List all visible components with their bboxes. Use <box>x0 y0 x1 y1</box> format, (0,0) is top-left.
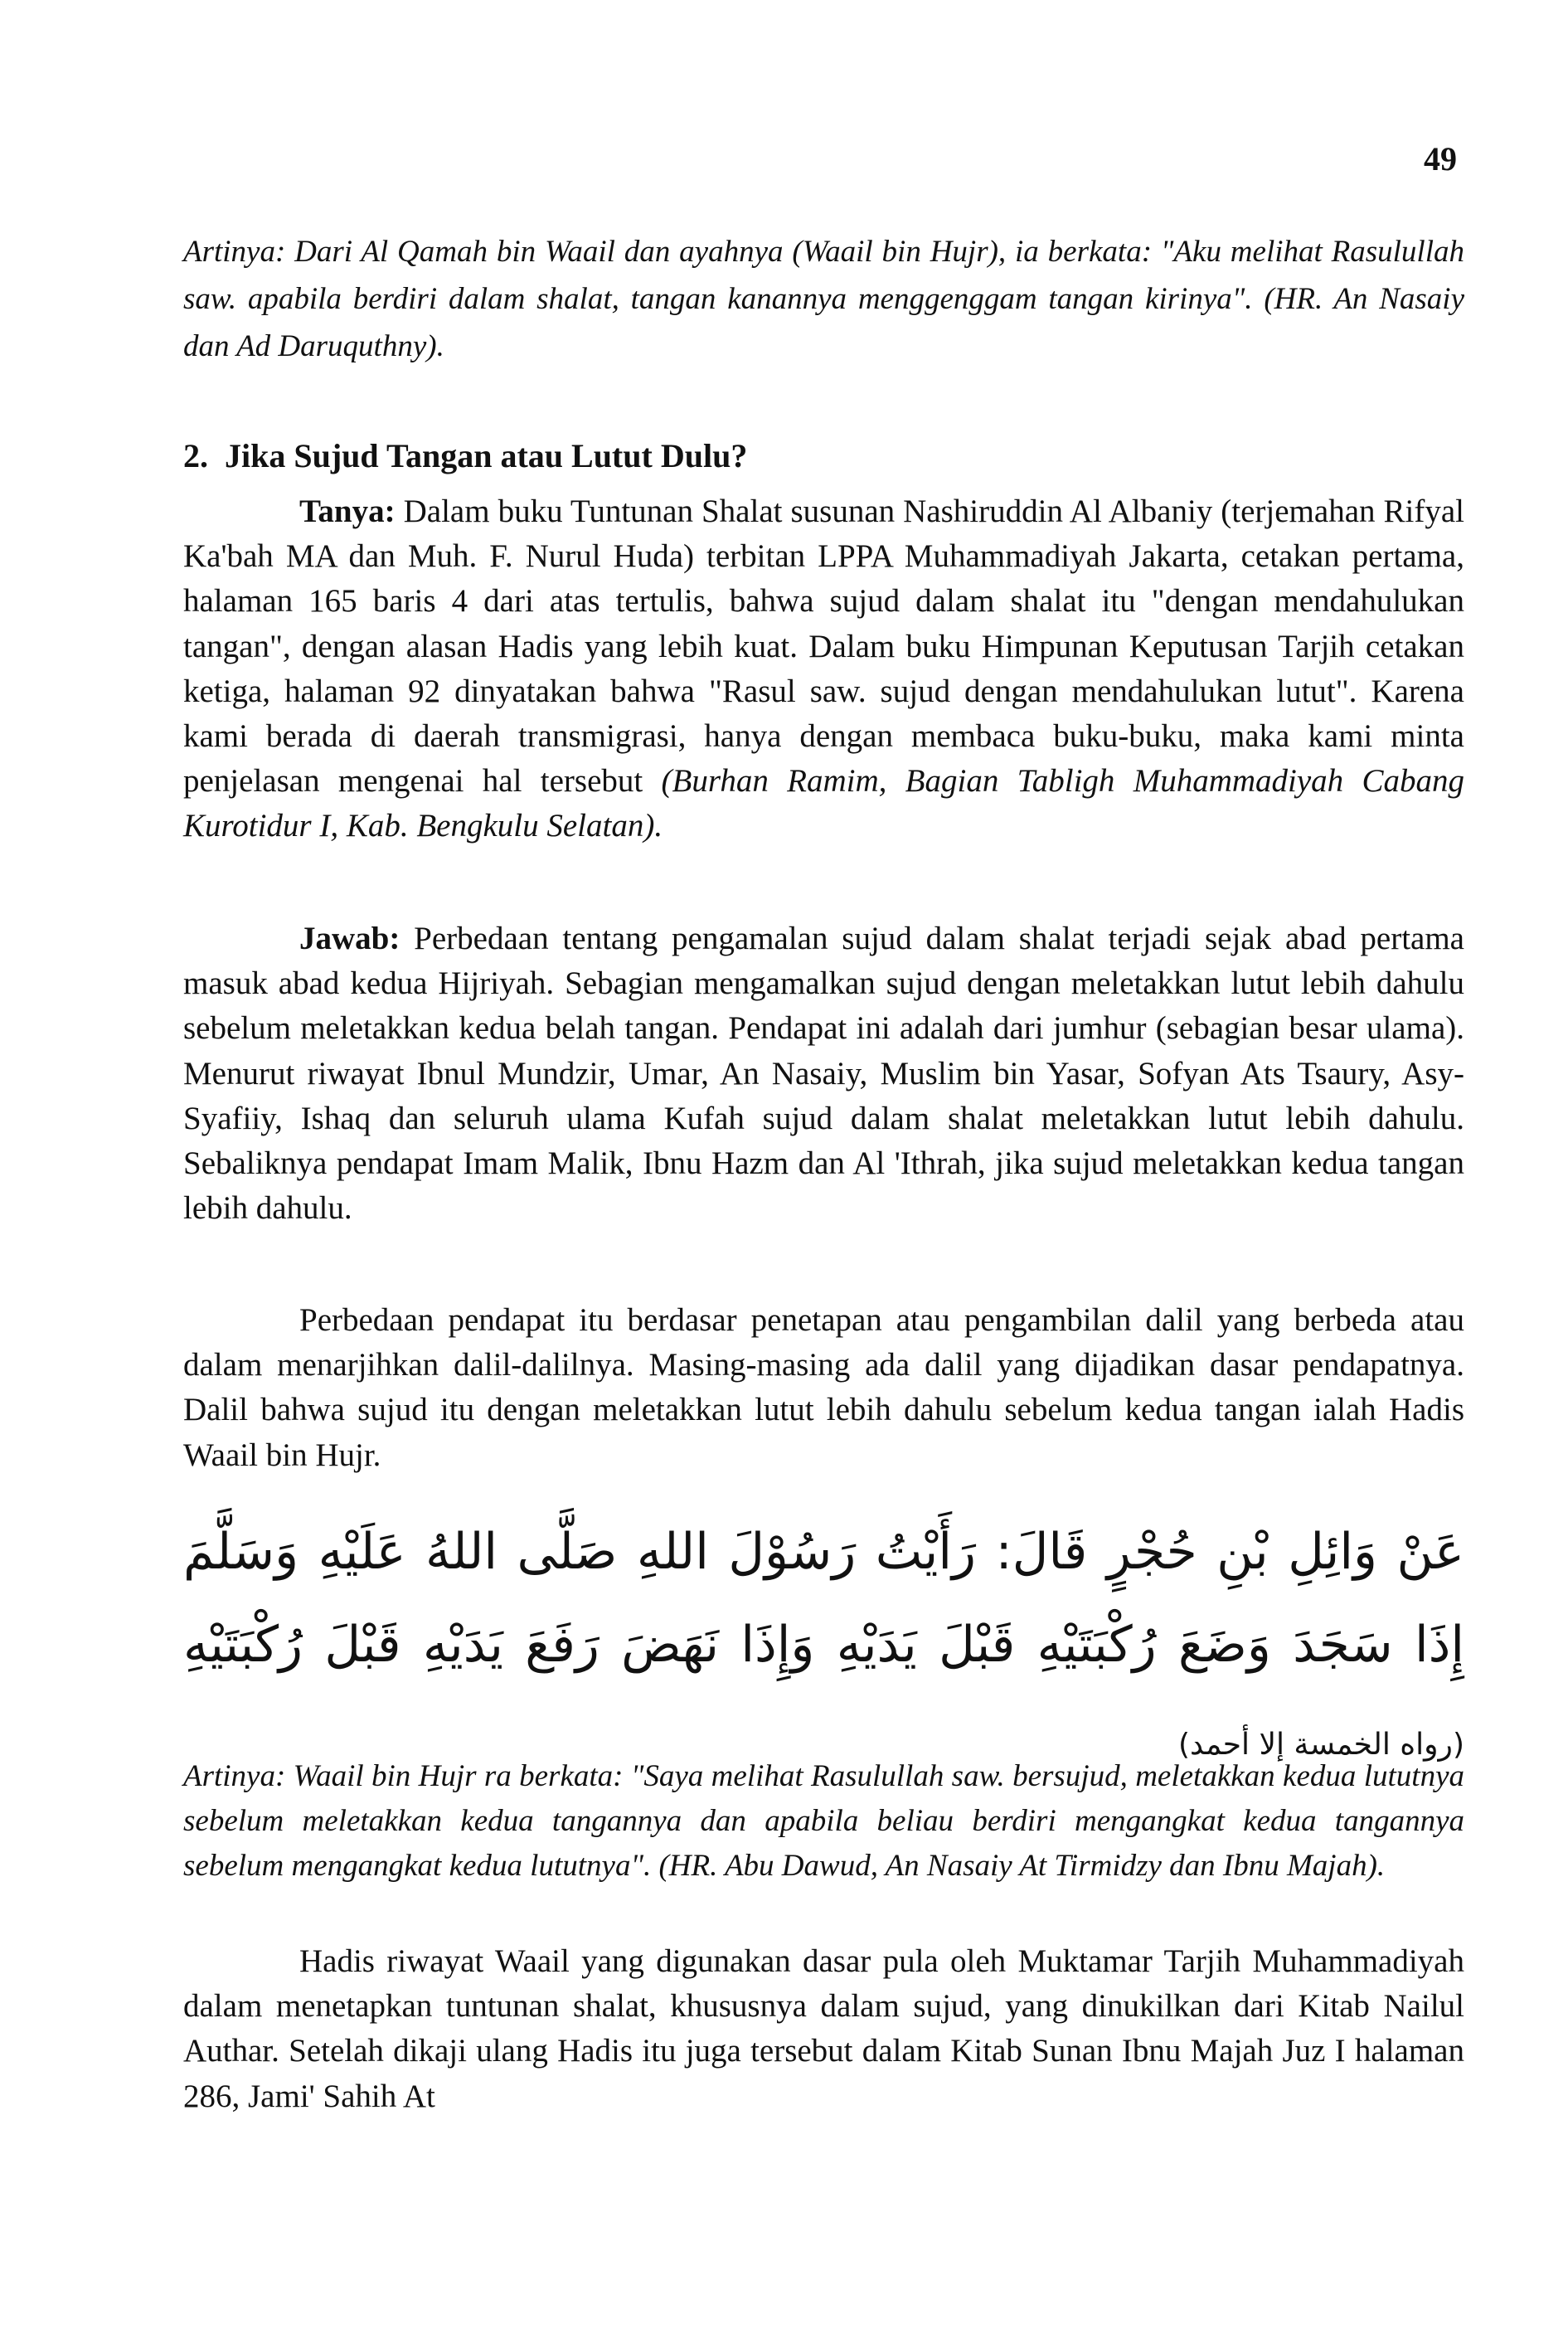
question-source: (Burhan Ramim, Bagian Tabligh Muhammadiyah Cabang Kurotidur I, Kab. Bengkulu Selatan). <box>183 763 1465 844</box>
translation-quote-1: Artinya: Dari Al Qamah bin Waail dan ayahnya (Waail bin Hujr), ia berkata: "Aku melihat Rasulullah saw. apabila berdiri dalam shalat, tangan kanannya menggenggam tangan kirinya". (HR. An Nasaiy dan Ad Daruquthny). <box>183 235 1464 363</box>
question-paragraph <box>183 489 1464 849</box>
translation-quote-2: Artinya: Waail bin Hujr ra berkata: "Saya melihat Rasulullah saw. bersujud, meletakkan kedua lututnya sebelum meletakkan kedua tangannya dan apabila beliau berdiri mengangkat kedua tangannya sebelum mengangkat kedua lututnya". (HR. Abu Dawud, An Nasaiy At Tirmidzy dan Ibnu Majah). <box>183 1759 1464 1883</box>
question-label: Tanya: <box>299 494 396 529</box>
arabic-hadith <box>183 1505 1464 1792</box>
hadith-paragraph: Hadis riwayat Waail yang digunakan dasar pula oleh Muktamar Tarjih Muhammadiyah dalam menetapkan tuntunan shalat, khususnya dalam sujud, yang dinukilkan dari Kitab Nailul Authar. Setelah dikaji ulang Hadis itu juga tersebut dalam Kitab Sunan Ibnu Majah Juz I halaman 286, Jami' Sahih At <box>183 1943 1464 2114</box>
arabic-hadith-citation: (رواه الخمسة إلا أحمد) <box>1178 1728 1464 1762</box>
section-heading: 2. Jika Sujud Tangan atau Lutut Dulu? <box>183 437 748 474</box>
answer-label: Jawab: <box>299 921 400 956</box>
page-number: 49 <box>1424 140 1457 177</box>
difference-paragraph: Perbedaan pendapat itu berdasar penetapan atau pengambilan dalil yang berbeda atau dalam menarjihkan dalil-dalilnya. Masing-masing ada dalil yang dijadikan dasar pendapatnya. Dalil bahwa sujud itu dengan meletakkan lutut lebih dahulu sebelum kedua tangan ialah Hadis Waail bin Hujr. <box>183 1302 1464 1473</box>
arabic-hadith-text: عَنْ وَائِلِ بْنِ حُجْرٍ قَالَ: رَأَيْتُ رَسُوْلَ اللهِ صَلَّى اللهُ عَلَيْهِ وَسَلَّمَ إِذَا سَجَدَ وَضَعَ رُكْبَتَيْهِ قَبْلَ يَدَيْهِ وَإِذَا نَهَضَ رَفَعَ يَدَيْهِ قَبْلَ رُكْبَتَيْهِ <box>183 1523 1464 1674</box>
answer-paragraph <box>183 917 1464 1231</box>
answer-text: Perbedaan tentang pengamalan sujud dalam shalat terjadi sejak abad pertama masuk abad kedua Hijriyah. Sebagian mengamalkan sujud dengan meletakkan lutut lebih dahulu sebelum meletakkan kedua belah tangan. Pendapat ini adalah dari jumhur (sebagian besar ulama). Menurut riwayat Ibnul Mundzir, Umar, An Nasaiy, Muslim bin Yasar, Sofyan Ats Tsaury, Asy-Syafiiy, Ishaq dan seluruh ulama Kufah sujud dalam shalat meletakkan lutut lebih dahulu. Sebaliknya pendapat Imam Malik, Ibnu Hazm dan Al 'Ithrah, jika sujud meletakkan kedua tangan lebih dahulu. <box>183 921 1464 1227</box>
question-text: Dalam buku Tuntunan Shalat susunan Nashiruddin Al Albaniy (terjemahan Rifyal Ka'bah MA dan Muh. F. Nurul Huda) terbitan LPPA Muhammadiyah Jakarta, cetakan pertama, halaman 165 baris 4 dari atas tertulis, bahwa sujud dalam shalat itu "dengan mendahulukan tangan", dengan alasan Hadis yang lebih kuat. Dalam buku Himpunan Keputusan Tarjih cetakan ketiga, halaman 92 dinyatakan bahwa "Rasul saw. sujud dengan mendahulukan lutut". Karena kami berada di daerah transmigrasi, hanya dengan membaca buku-buku, maka kami minta penjelasan mengenai hal tersebut <box>183 494 1464 800</box>
